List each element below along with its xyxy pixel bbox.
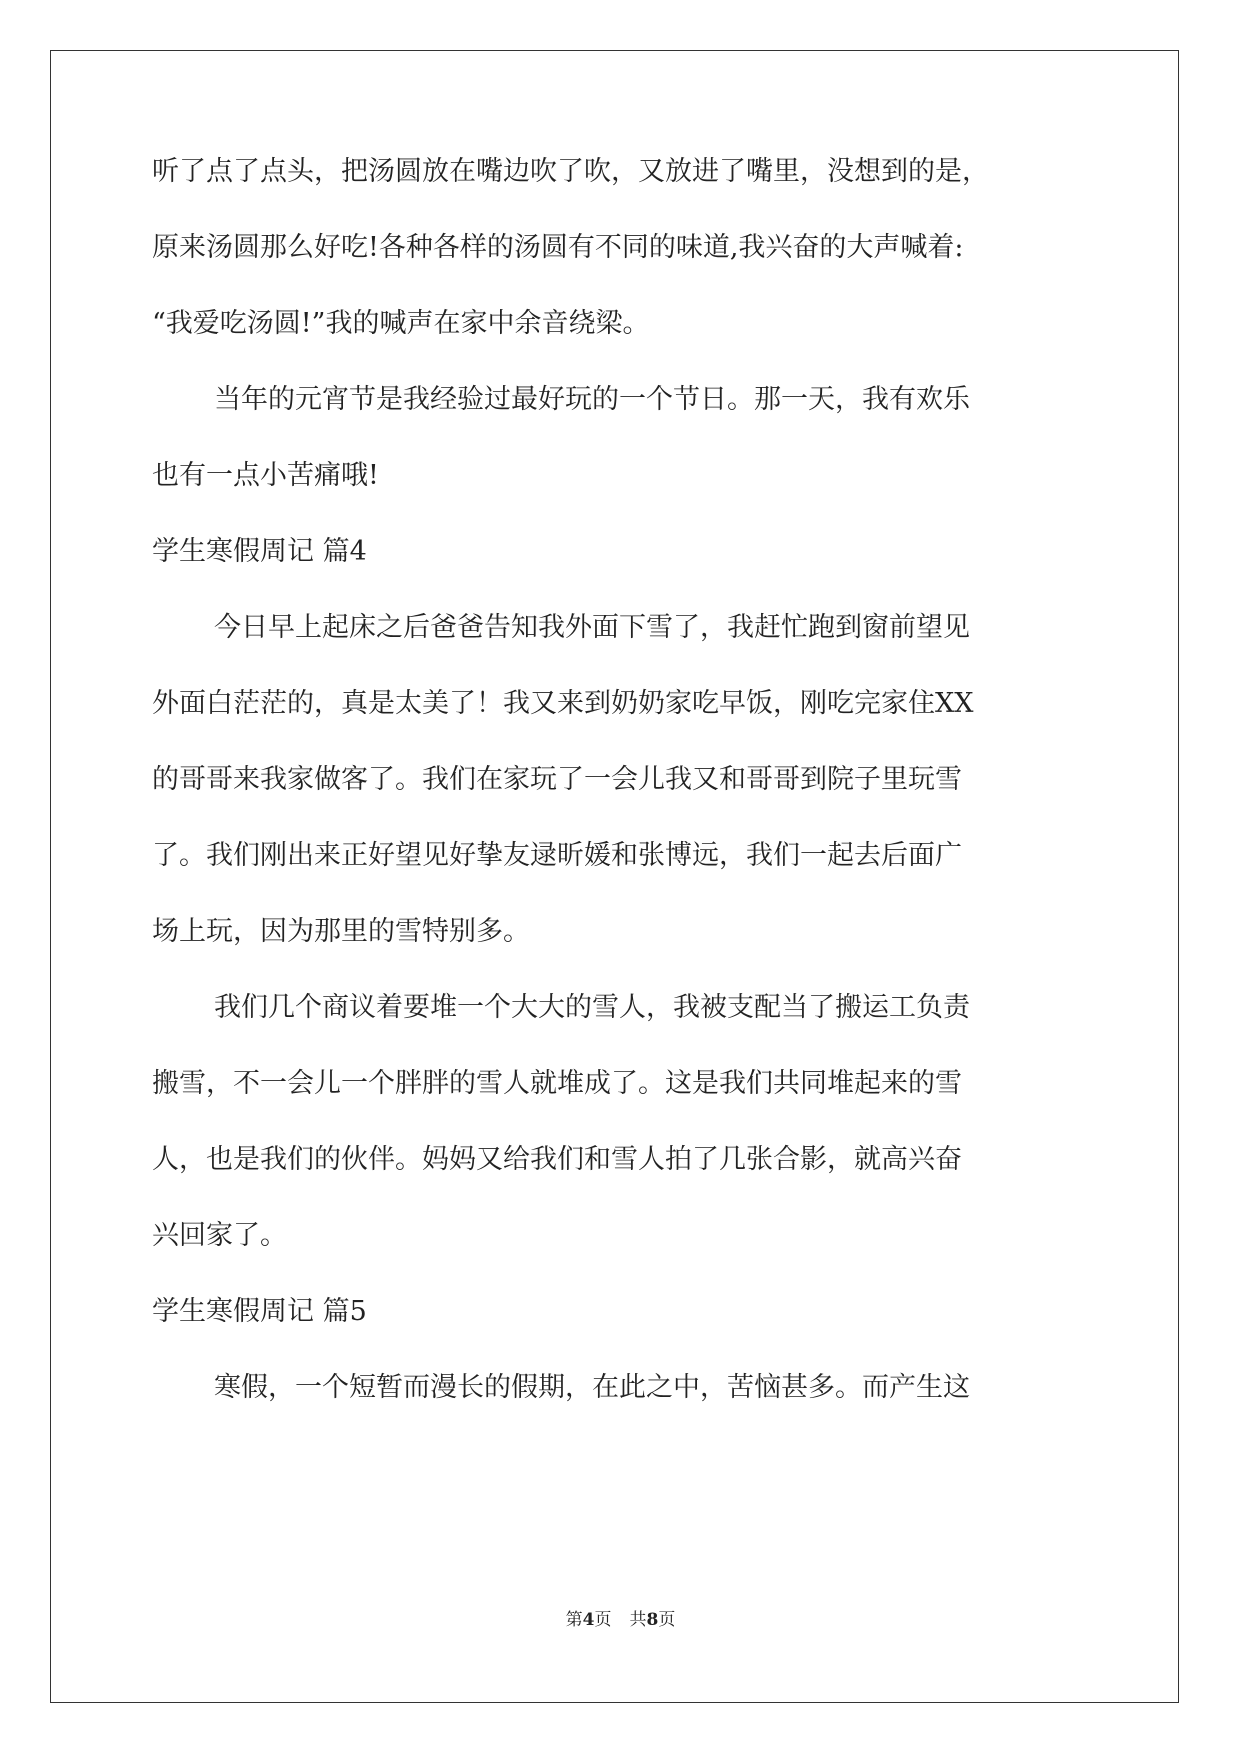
- page-suffix: 页: [594, 1610, 612, 1630]
- page-prefix: 第: [565, 1610, 583, 1630]
- text-line: 了。我们刚出来正好望见好挚友逯昕媛和张博远，我们一起去后面广: [152, 840, 962, 871]
- text-line: 兴回家了。: [152, 1220, 287, 1251]
- section-heading: 学生寒假周记 篇4: [152, 536, 367, 567]
- text-line: 场上玩，因为那里的雪特别多。: [152, 916, 530, 947]
- text-line: 人，也是我们的伙伴。妈妈又给我们和雪人拍了几张合影，就高兴奋: [152, 1144, 962, 1175]
- section-heading: 学生寒假周记 篇5: [152, 1296, 367, 1327]
- text-line: 寒假，一个短暂而漫长的假期，在此之中，苦恼甚多。而产生这: [214, 1372, 970, 1403]
- text-line: 听了点了点头，把汤圆放在嘴边吹了吹，又放进了嘴里，没想到的是，: [152, 156, 989, 187]
- text-line: 我们几个商议着要堆一个大大的雪人，我被支配当了搬运工负责: [214, 992, 970, 1023]
- text-line: 的哥哥来我家做客了。我们在家玩了一会儿我又和哥哥到院子里玩雪: [152, 764, 962, 795]
- total-page-number: 8: [646, 1610, 659, 1630]
- text-line: 外面白茫茫的，真是太美了！我又来到奶奶家吃早饭，刚吃完家住XX: [152, 688, 974, 719]
- page-footer: [0, 1605, 1241, 1630]
- current-page-number: 4: [582, 1610, 595, 1630]
- page-border: [50, 50, 1179, 1703]
- total-prefix: 共: [629, 1610, 647, 1630]
- text-line: 原来汤圆那么好吃!各种各样的汤圆有不同的味道,我兴奋的大声喊着:: [152, 232, 964, 263]
- text-line: “我爱吃汤圆!”我的喊声在家中余音绕梁。: [152, 308, 650, 339]
- text-line: 今日早上起床之后爸爸告知我外面下雪了，我赶忙跑到窗前望见: [214, 612, 970, 643]
- text-line: 也有一点小苦痛哦!: [152, 460, 379, 491]
- text-line: 搬雪，不一会儿一个胖胖的雪人就堆成了。这是我们共同堆起来的雪: [152, 1068, 962, 1099]
- total-suffix: 页: [658, 1610, 676, 1630]
- text-line: 当年的元宵节是我经验过最好玩的一个节日。那一天，我有欢乐: [214, 384, 970, 415]
